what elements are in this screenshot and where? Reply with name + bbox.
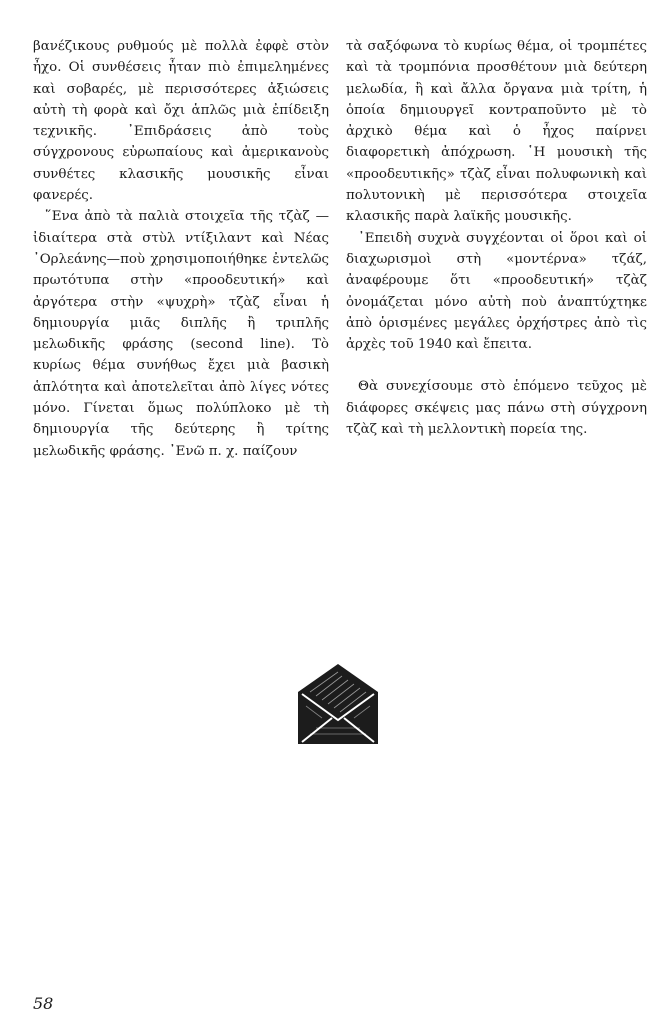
paragraph: ᾿Επειδὴ συχνὰ συγχέονται οἱ ὅροι καὶ οἱ διαχωρισμοὶ στὴ «μοντέρνα» τζάζ, ἀναφέρουμε ὅτι «προοδευτική» τζὰζ ὀνομάζεται μόνο αὐτὴ ποὺ ἀναπτύχτηκε ἀπὸ ὁρισμένες μεγάλες ὀρχήστρες ἀπὸ τὶς ἀρχὲς τοῦ 1940 καὶ ἔπειτα. bbox=[346, 230, 647, 353]
right-column bbox=[346, 36, 647, 440]
paragraph: τὰ σαξόφωνα τὸ κυρίως θέμα, οἱ τρομπέτες καὶ τὰ τρομπόνια προσθέτουν μιὰ δεύτερη μελωδία, ἢ καὶ ἄλλα ὄργανα μιὰ τρίτη, ἡ ὁποία δημιουργεῖ κοντραποῦντο μὲ τὸ ἀρχικὸ θέμα καὶ ὁ ἦχος παίρνει διαφορετικὴ ἀπόχρωση. ῾Η μουσικὴ τῆς «προοδευτικῆς» τζὰζ εἶναι πολυφωνικὴ καὶ πολυτονικὴ μὲ περισσότερα στοιχεῖα κλασικῆς παρὰ λαϊκῆς μουσικῆς. bbox=[346, 39, 647, 225]
paragraph: Θὰ συνεχίσουμε στὸ ἑπόμενο τεῦχος μὲ διάφορες σκέψεις μας πάνω στὴ σύγχρονη τζὰζ καὶ τὴ μελλοντικὴ πορεία της. bbox=[346, 379, 647, 438]
paragraph: βανέζικους ρυθμούς μὲ πολλὰ ἐφφὲ στὸν ἦχο. Οἱ συνθέσεις ἦταν πιὸ ἐπιμελημένες καὶ σοβαρές, μὲ περισσότερες ἀξιώσεις αὐτὴ τὴ φορὰ καὶ ὄχι ἁπλῶς μιὰ ἐπίδειξη τεχνικῆς. ᾿Επιδράσεις ἀπὸ τοὺς σύγχρονους εὐρωπαίους καὶ ἀμερικανοὺς συνθέτες κλασικῆς μουσικῆς εἶναι φανερές. bbox=[33, 39, 329, 204]
paragraph: ῞Ενα ἀπὸ τὰ παλιὰ στοιχεῖα τῆς τζὰζ —ἰδιαίτερα στὰ στὺλ ντίξιλαντ καὶ Νέας ᾿Ορλεάνης—ποὺ χρησιμοποιήθηκε ἐντελῶς πρωτότυπα στὴν «προοδευτική» καὶ ἀργότερα στὴν «ψυχρὴ» τζὰζ εἶναι ἡ δημιουργία μιᾶς διπλῆς ἢ τριπλῆς μελωδικῆς φράσης (second line). Τὸ κυρίως θέμα συνήθως ἔχει μιὰ βασικὴ ἁπλότητα καὶ ἀποτελεῖται ἀπὸ λίγες νότες μόνο. Γίνεται ὅμως πολύπλοκο μὲ τὴ δημιουργία τῆς δεύτερης ἢ τρίτης μελωδικῆς φράσης. ᾿Ενῶ π. χ. παίζουν bbox=[33, 209, 329, 459]
envelope-ornament-icon bbox=[296, 662, 380, 746]
left-column bbox=[33, 36, 329, 462]
page-number: 58 bbox=[33, 994, 54, 1013]
